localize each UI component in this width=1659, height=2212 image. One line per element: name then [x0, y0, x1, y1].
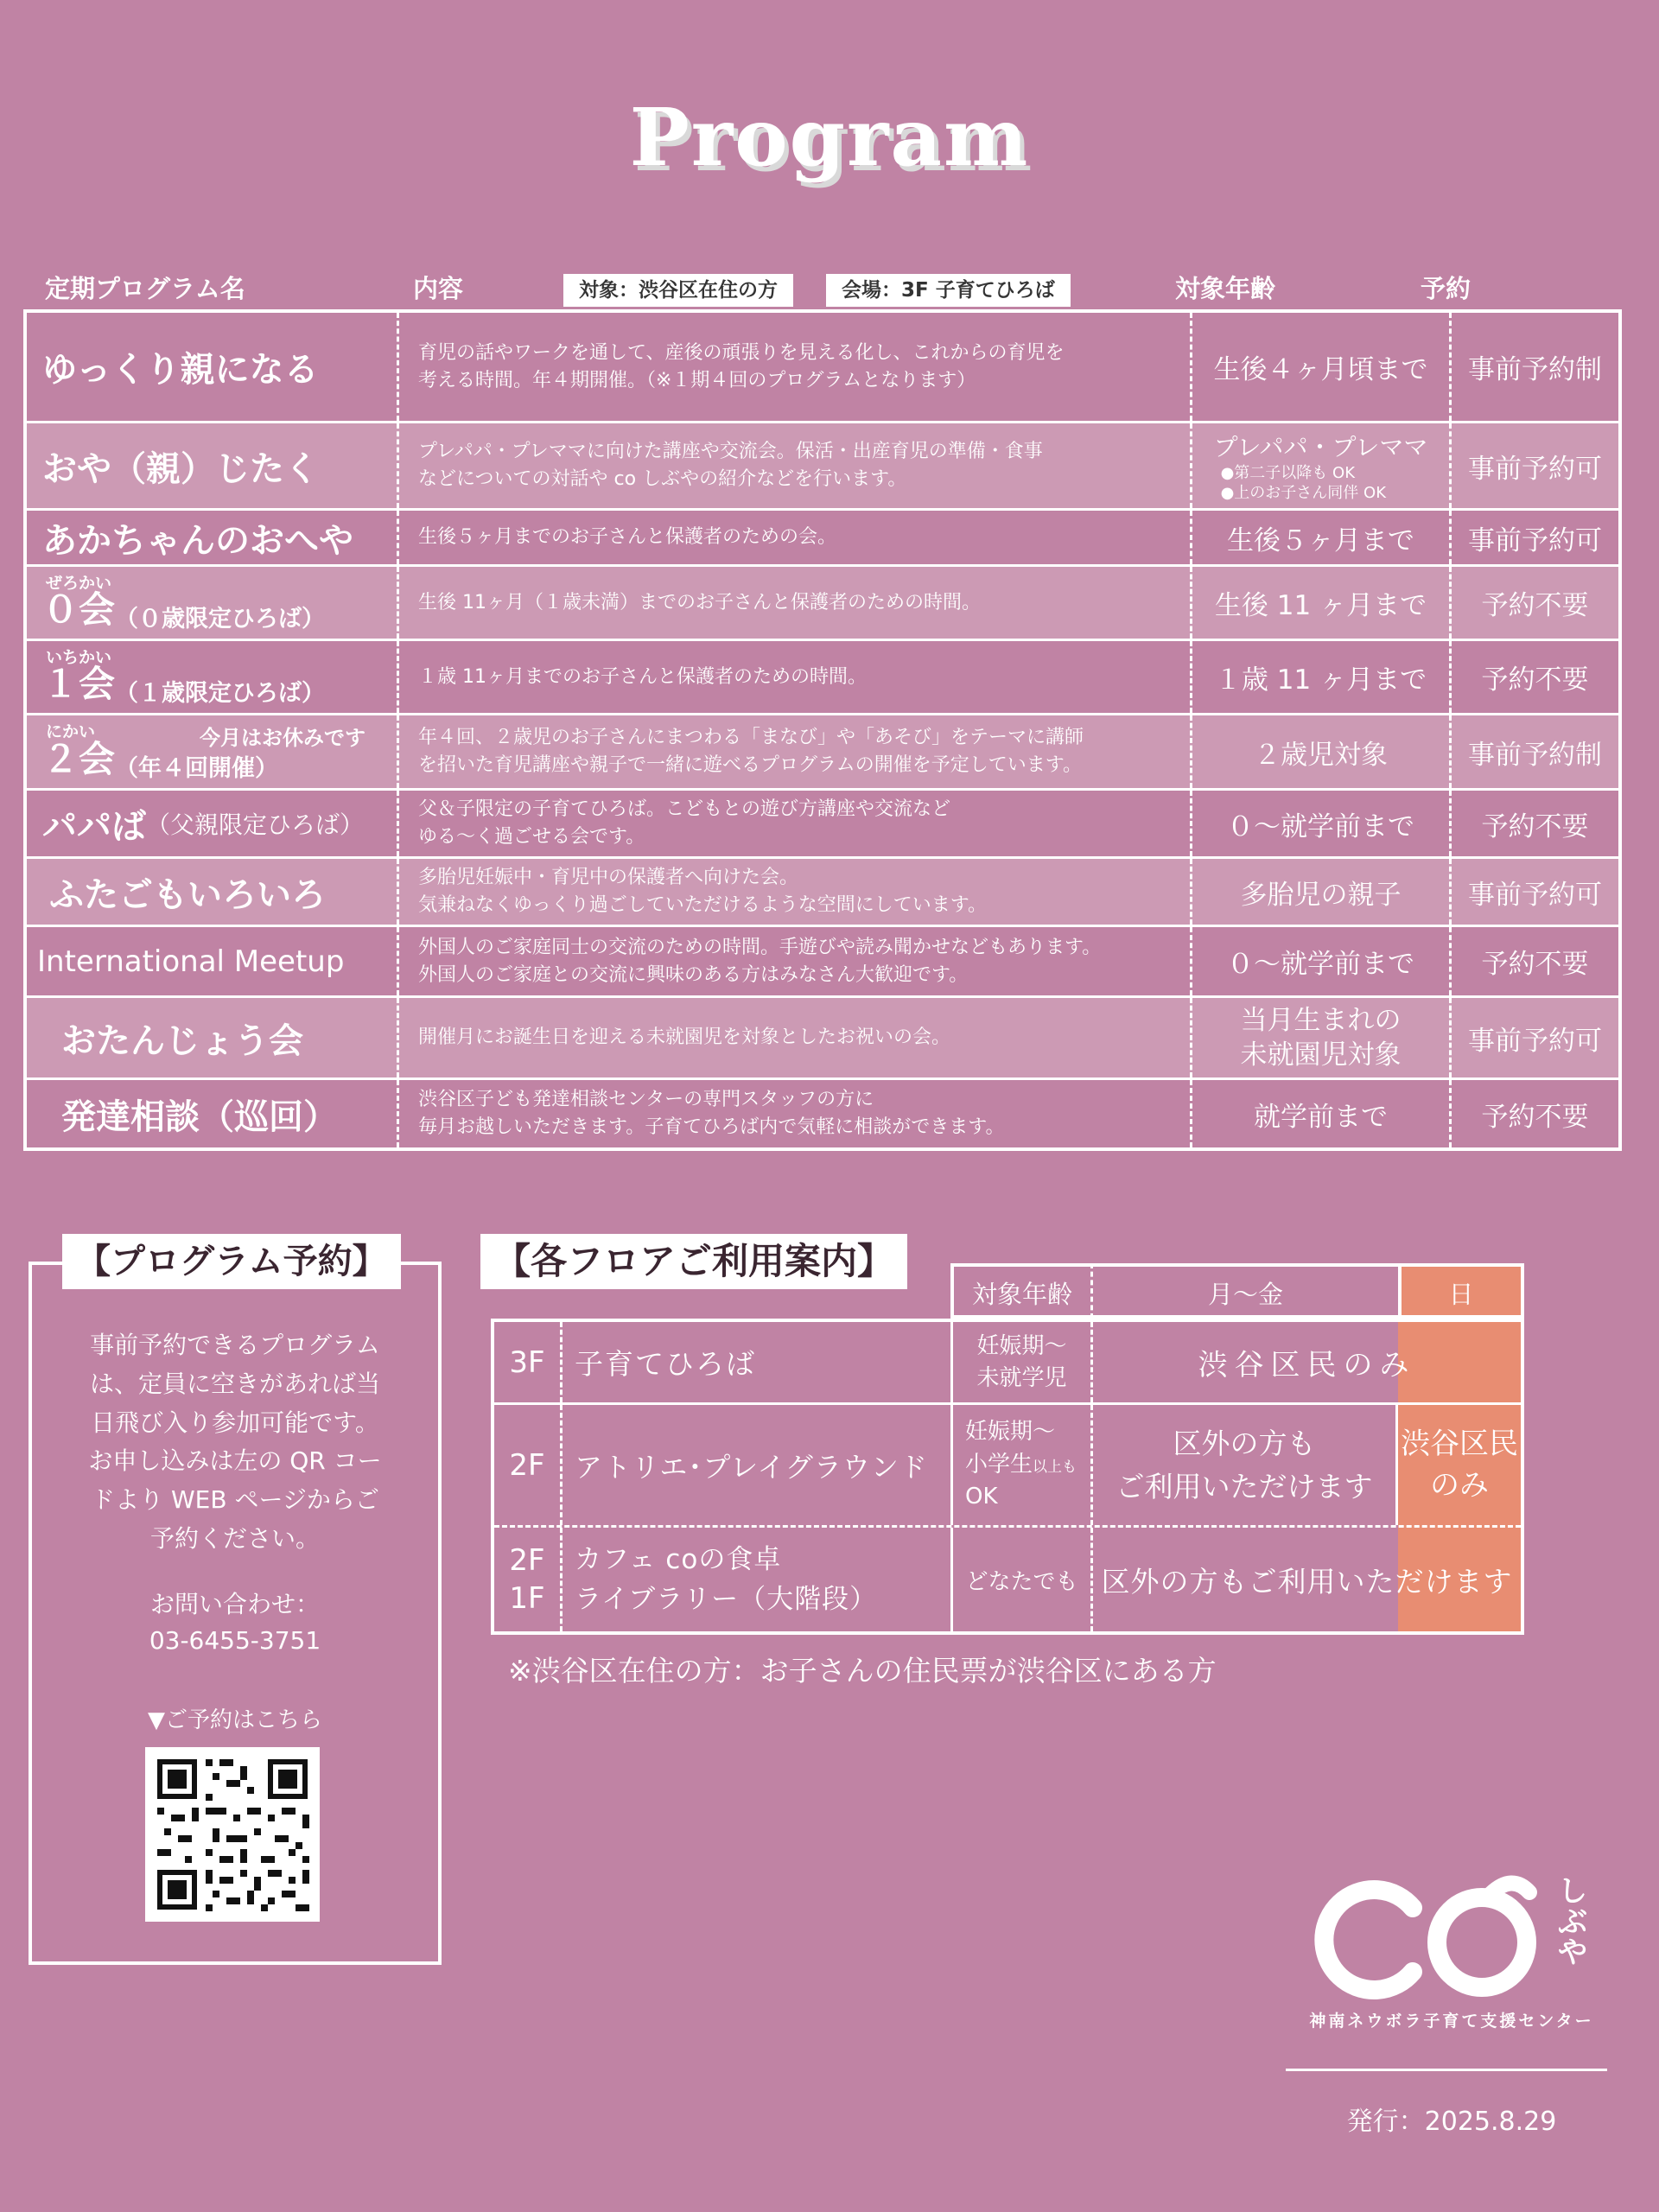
logo-subtitle: 神南ネウボラ子育て支援センター — [1309, 2012, 1594, 2031]
program-content-line: 考える時間。年４期開催。（※１期４回のプログラムとなります） — [418, 369, 976, 391]
program-row — [27, 998, 1618, 1080]
program-row — [27, 859, 1618, 927]
floor-weekday: 区外の方も ご利用いただけます — [1090, 1405, 1398, 1525]
program-name: あかちゃんのおへや — [42, 520, 353, 561]
contact-phone[interactable]: 03-6455-3751 — [149, 1626, 321, 1655]
floor-age: どなたでも — [950, 1528, 1090, 1631]
program-sub: （年４回開催） — [115, 755, 279, 782]
qr-code[interactable] — [145, 1747, 320, 1922]
program-content-line: 外国人のご家庭同士の交流のための時間。手遊びや読み聞かせなどもあります。 — [418, 936, 1102, 958]
program-content-line: 父＆子限定の子育てひろば。こどもとの遊び方講座や交流など — [418, 798, 951, 821]
program-sub: （父親限定ひろば） — [146, 810, 365, 839]
qr-label: ▼ご予約はこちら — [148, 1707, 322, 1733]
program-age: ０〜就学前まで — [1190, 791, 1449, 856]
age-note: ●上のお子さん同伴 OK — [1220, 484, 1386, 502]
floor-header-age: 対象年齢 — [950, 1263, 1090, 1319]
program-reservation: 予約不要 — [1449, 791, 1618, 856]
program-content-line: 多胎児妊娠中・育児中の保護者へ向けた会。 — [418, 867, 799, 889]
floor-age-line: 妊娠期〜 — [965, 1418, 1056, 1445]
program-table — [23, 309, 1622, 1151]
program-row — [27, 423, 1618, 511]
contact-info — [60, 1586, 410, 1659]
floor-name: 子育てひろば — [560, 1322, 950, 1402]
floor-guide-title: 【各フロアご利用案内】 — [480, 1234, 907, 1289]
program-content-line: 育児の話やワークを通して、産後の頑張りを見える化し、これからの育児を — [418, 341, 1065, 364]
col-header-reservation: 予約 — [1421, 274, 1471, 303]
page-title: Program — [629, 91, 1030, 184]
program-age: 多胎児の親子 — [1190, 859, 1449, 925]
program-reservation: 事前予約制 — [1449, 715, 1618, 788]
program-name: おや（親）じたく — [42, 448, 319, 489]
floor-name: カフェ coの食卓 ライブラリー（大階段） — [560, 1528, 950, 1631]
program-content-line: 外国人のご家庭との交流に興味のある方はみなさん大歓迎です。 — [418, 963, 969, 986]
program-row — [27, 641, 1618, 715]
program-reservation: 予約不要 — [1449, 641, 1618, 713]
program-ruby: いちかい — [46, 648, 112, 667]
floor-age — [950, 1405, 1090, 1525]
program-reservation: 予約不要 — [1449, 1080, 1618, 1147]
floor-age-small: 以上も — [1033, 1458, 1077, 1476]
program-content-line: 生後５ヶ月までのお子さんと保護者のための会。 — [418, 526, 837, 549]
floor-row — [494, 1322, 1521, 1405]
program-content-line: 年４回、２歳児のお子さんにまつわる「まなび」や「あそび」をテーマに講師 — [418, 727, 1084, 749]
divider — [1286, 2069, 1607, 2071]
target-badge: 対象：渋谷区在住の方 — [563, 274, 793, 307]
program-age: 就学前まで — [1190, 1080, 1449, 1147]
program-reservation: 事前予約可 — [1449, 859, 1618, 925]
floor-number: 2F — [509, 1447, 545, 1483]
program-content-line: などについての対話や co しぶやの紹介などを行います。 — [418, 468, 907, 490]
col-header-content: 内容 — [413, 274, 464, 303]
floor-guide-note: ※渋谷区在住の方：お子さんの住民票が渋谷区にある方 — [508, 1654, 1217, 1688]
program-name: ふたごもいろいろ — [49, 874, 326, 915]
issue-date: 発行：2025.8.29 — [1346, 2107, 1557, 2137]
floor-weekday: 渋谷区民のみ — [1090, 1322, 1521, 1402]
program-name: １会 — [42, 663, 116, 705]
program-sub: （１歳限定ひろば） — [115, 680, 326, 707]
program-reservation: 事前予約制 — [1449, 313, 1618, 421]
program-row — [27, 567, 1618, 641]
program-age: 生後 11 ヶ月まで — [1190, 567, 1449, 639]
reservation-line: ドより WEB ページからご — [91, 1485, 379, 1515]
program-name: ０会 — [42, 588, 116, 631]
program-content-line: 渋谷区子ども発達相談センターの専門スタッフの方に — [418, 1089, 874, 1111]
floor-row — [494, 1405, 1521, 1528]
reservation-line: 日飛び入り参加可能です。 — [91, 1408, 379, 1437]
program-content-line: を招いた育児講座や親子で一緒に遊べるプログラムの開催を予定しています。 — [418, 754, 1083, 776]
floor-age-line: 小学生 — [965, 1451, 1033, 1478]
floor-weekday: 区外の方もご利用いただけます — [1090, 1528, 1521, 1631]
program-age: １歳 11 ヶ月まで — [1190, 641, 1449, 713]
contact-label: お問い合わせ： — [149, 1590, 320, 1618]
program-row — [27, 791, 1618, 859]
col-header-age: 対象年齢 — [1175, 274, 1276, 303]
program-name: おたんじょう会 — [61, 1020, 303, 1061]
floor-age: 妊娠期〜 未就学児 — [950, 1322, 1090, 1402]
floor-age-line: OK — [965, 1484, 998, 1510]
floor-guide-table — [491, 1263, 1567, 1635]
col-header-name: 定期プログラム名 — [45, 274, 245, 303]
reservation-line: お申し込みは左の QR コー — [88, 1446, 382, 1476]
program-note: 今月はお休みです — [200, 726, 365, 750]
program-name: 発達相談（巡回） — [61, 1096, 338, 1137]
program-content-line: 毎月お越しいただきます。子育てひろば内で気軽に相談ができます。 — [418, 1116, 1005, 1138]
logo-side-text: し ぶ や — [1558, 1874, 1587, 1971]
reservation-line: 事前予約できるプログラム — [90, 1331, 380, 1359]
program-ruby: ぜろかい — [46, 574, 112, 593]
program-content-line: 気兼ねなくゆっくり過ごしていただけるような空間にしています。 — [418, 894, 988, 916]
reservation-line: 予約ください。 — [149, 1523, 320, 1553]
program-content-line: １歳 11ヶ月までのお子さんと保護者のための時間。 — [418, 665, 867, 688]
floor-number: 3F — [509, 1344, 545, 1380]
program-row — [27, 511, 1618, 567]
floor-name: アトリエ･プレイグラウンド — [560, 1405, 950, 1525]
program-content-line: ゆる〜く過ごせる会です。 — [418, 826, 645, 848]
program-row — [27, 313, 1618, 423]
program-ruby: にかい — [46, 722, 96, 741]
reservation-line: は、定員に空きがあれば当 — [89, 1369, 380, 1398]
program-age: ２歳児対象 — [1190, 715, 1449, 788]
floor-header-weekday: 月〜金 — [1090, 1263, 1398, 1319]
qr-code-graphic — [145, 1747, 320, 1922]
program-row — [27, 1080, 1618, 1147]
program-content-line: 生後 11ヶ月（１歳未満）までのお子さんと保護者のための時間。 — [418, 591, 981, 613]
venue-badge: 会場：3F 子育てひろば — [826, 274, 1071, 307]
program-reservation: 事前予約可 — [1449, 423, 1618, 508]
program-name: ２会 — [42, 738, 116, 780]
program-content-line: 開催月にお誕生日を迎える未就園児を対象としたお祝いの会。 — [418, 1027, 951, 1049]
program-reservation: 事前予約可 — [1449, 998, 1618, 1077]
program-age: 生後４ヶ月頃まで — [1190, 313, 1449, 421]
reservation-title: 【プログラム予約】 — [62, 1234, 401, 1289]
program-age: プレパパ・プレママ — [1213, 432, 1428, 461]
program-reservation: 事前予約可 — [1449, 511, 1618, 564]
floor-row — [494, 1528, 1521, 1631]
program-name: パパば — [42, 806, 146, 847]
floor-body — [491, 1319, 1524, 1635]
floor-number: 2F 1F — [509, 1542, 545, 1616]
program-name: ゆっくり親になる — [42, 350, 319, 390]
program-row — [27, 927, 1618, 998]
program-age: 生後５ヶ月まで — [1190, 511, 1449, 564]
floor-sunday: 渋谷区民 のみ — [1401, 1426, 1518, 1503]
age-note: ●第二子以降も OK — [1220, 463, 1355, 482]
program-name: International Meetup — [37, 944, 345, 979]
program-content-line: プレパパ・プレママに向けた講座や交流会。保活・出産育児の準備・食事 — [418, 441, 1043, 463]
program-reservation: 予約不要 — [1449, 567, 1618, 639]
program-reservation: 予約不要 — [1449, 927, 1618, 995]
program-age: 当月生まれの 未就園児対象 — [1240, 1004, 1402, 1071]
program-sub: （０歳限定ひろば） — [115, 606, 326, 632]
program-row — [27, 715, 1618, 791]
reservation-body — [60, 1326, 410, 1559]
floor-header-sunday: 日 — [1398, 1263, 1524, 1319]
program-age: ０〜就学前まで — [1190, 927, 1449, 995]
